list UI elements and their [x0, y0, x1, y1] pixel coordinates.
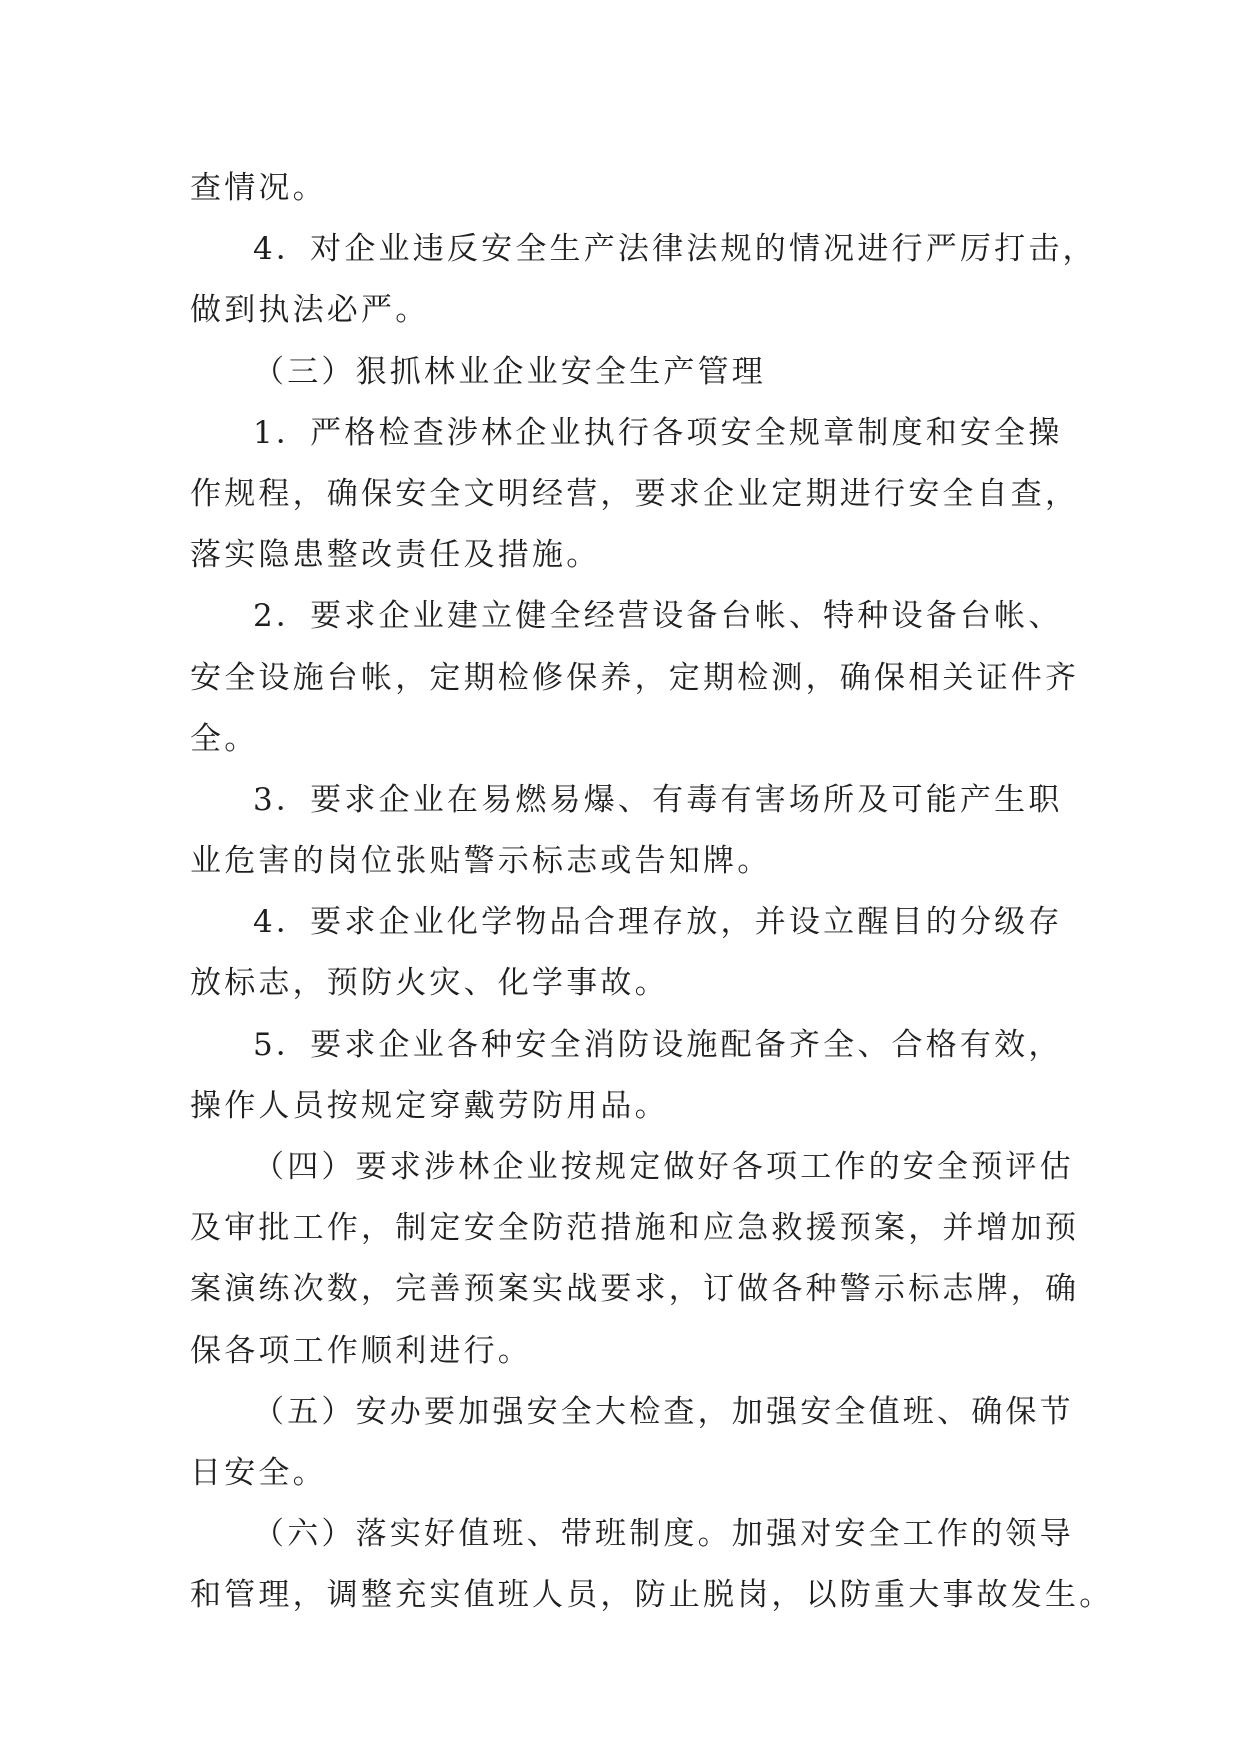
paragraph-line: 4．要求企业化学物品合理存放，并设立醒目的分级存: [253, 904, 1063, 941]
paragraph-line: 日安全。: [190, 1454, 327, 1491]
paragraph-line: 安全设施台帐，定期检修保养，定期检测，确保相关证件齐: [190, 659, 1080, 696]
section-heading: （四）要求涉林企业按规定做好各项工作的安全预评估: [253, 1149, 1074, 1185]
paragraph-line: 保各项工作顺利进行。: [190, 1332, 532, 1369]
paragraph-line: 全。: [190, 720, 259, 757]
paragraph-line: 作规程，确保安全文明经营，要求企业定期进行安全自查，: [190, 475, 1080, 512]
section-heading: （五）安办要加强安全大检查，加强安全值班、确保节: [253, 1393, 1074, 1430]
section-heading: （三）狠抓林业企业安全生产管理: [253, 353, 766, 390]
paragraph-line: 及审批工作，制定安全防范措施和应急救援预案，并增加预: [190, 1210, 1080, 1247]
paragraph-line: 2．要求企业建立健全经营设备台帐、特种设备台帐、: [253, 598, 1063, 635]
paragraph-line: 1．严格检查涉林企业执行各项安全规章制度和安全操: [253, 414, 1063, 451]
paragraph-line: 和管理，调整充实值班人员，防止脱岗，以防重大事故发生。: [190, 1577, 1114, 1614]
paragraph-line: 落实隐患整改责任及措施。: [190, 537, 601, 574]
paragraph-line: 案演练次数，完善预案实战要求，订做各种警示标志牌，确: [190, 1271, 1080, 1308]
paragraph-line: 做到执法必严。: [190, 292, 430, 329]
section-heading: （六）落实好值班、带班制度。加强对安全工作的领导: [253, 1516, 1074, 1553]
paragraph-line: 4．对企业违反安全生产法律法规的情况进行严厉打击，: [253, 231, 1097, 268]
paragraph-line: 3．要求企业在易燃易爆、有毒有害场所及可能产生职: [253, 781, 1063, 818]
paragraph-line: 操作人员按规定穿戴劳防用品。: [190, 1087, 669, 1124]
document-body: [190, 158, 1114, 1627]
paragraph-line: 5．要求企业各种安全消防设施配备齐全、合格有效，: [253, 1026, 1063, 1063]
paragraph-line: 放标志，预防火灾、化学事故。: [190, 965, 669, 1002]
paragraph-line: 业危害的岗位张贴警示标志或告知牌。: [190, 843, 772, 880]
paragraph-line: 查情况。: [190, 170, 327, 206]
